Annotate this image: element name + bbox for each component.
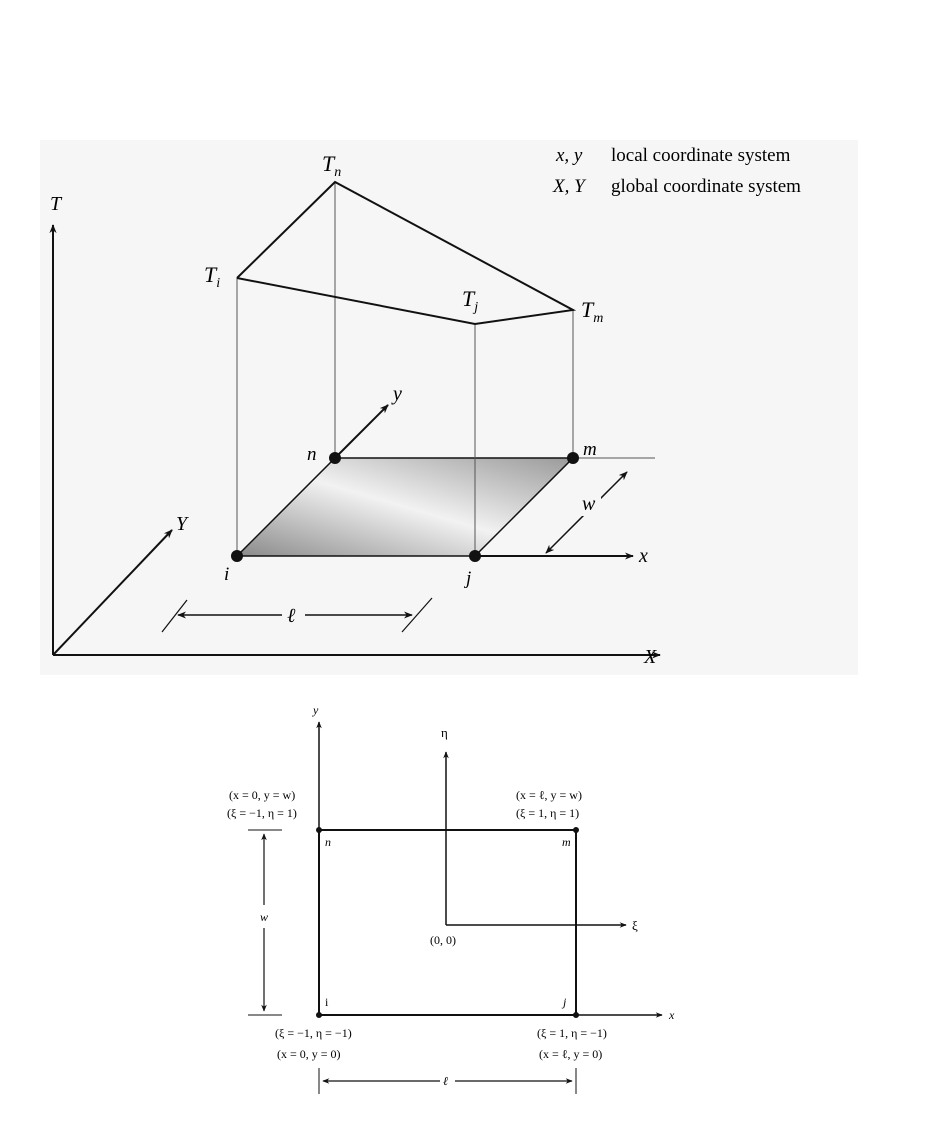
bottom-x-label: x — [669, 1008, 675, 1022]
bottom-length-label: ℓ — [443, 1074, 448, 1088]
length-dimension-label: ℓ — [287, 605, 296, 627]
legend-global — [552, 176, 801, 197]
legend-local-symbols: x, y — [556, 145, 583, 166]
bottom-y-label: y — [313, 703, 319, 717]
bottom-node-n — [316, 827, 322, 833]
legend-local-text: local coordinate system — [611, 145, 791, 166]
legend-global-text: global coordinate system — [611, 176, 801, 197]
local-y-label: y — [393, 383, 402, 405]
node-label-j: j — [466, 568, 472, 589]
corner-m-line2: (ξ = 1, η = 1) — [516, 806, 580, 820]
temperature-label-Tn: $T_n$ — [322, 151, 342, 180]
node-label-n: n — [307, 444, 317, 465]
bottom-figure — [227, 703, 675, 1094]
temperature-label-Tm: $T_m$ — [581, 297, 604, 326]
node-j — [469, 550, 481, 562]
corner-i-line1: (ξ = −1, η = −1) — [275, 1026, 352, 1040]
bottom-node-label-m: m — [562, 835, 571, 849]
top-panel-background — [40, 140, 858, 675]
width-dimension-label: w — [582, 493, 596, 515]
top-figure — [40, 140, 858, 675]
element-rectangle — [319, 830, 576, 1015]
eta-label: η — [441, 725, 448, 740]
global-T-label: T — [50, 193, 62, 215]
node-i — [231, 550, 243, 562]
node-label-i: i — [224, 564, 230, 585]
corner-m-line1: (x = ℓ, y = w) — [516, 788, 582, 802]
bottom-node-j — [573, 1012, 579, 1018]
bottom-width-label: w — [260, 910, 269, 924]
bottom-node-label-n: n — [325, 835, 331, 849]
origin-label: (0, 0) — [430, 933, 456, 947]
legend-global-symbols: X, Y — [553, 176, 585, 197]
corner-n-line2: (ξ = −1, η = 1) — [227, 806, 297, 820]
node-n — [329, 452, 341, 464]
local-x-label: x — [639, 545, 648, 567]
node-label-m: m — [583, 439, 597, 460]
temperature-label-Tj: $T_j$ — [462, 286, 479, 315]
global-Y-label: Y — [176, 513, 188, 535]
bottom-node-i — [316, 1012, 322, 1018]
corner-i-line2: (x = 0, y = 0) — [277, 1047, 341, 1061]
corner-j-line2: (x = ℓ, y = 0) — [539, 1047, 603, 1061]
bottom-node-label-i: i — [325, 995, 329, 1009]
bottom-node-label-j: j — [563, 995, 567, 1009]
global-X-label: X — [644, 646, 657, 668]
xi-label: ξ — [632, 918, 638, 933]
temperature-label-Ti: $T_i$ — [204, 262, 221, 291]
corner-n-line1: (x = 0, y = w) — [229, 788, 296, 802]
corner-j-line1: (ξ = 1, η = −1) — [537, 1026, 607, 1040]
node-m — [567, 452, 579, 464]
bottom-node-m — [573, 827, 579, 833]
